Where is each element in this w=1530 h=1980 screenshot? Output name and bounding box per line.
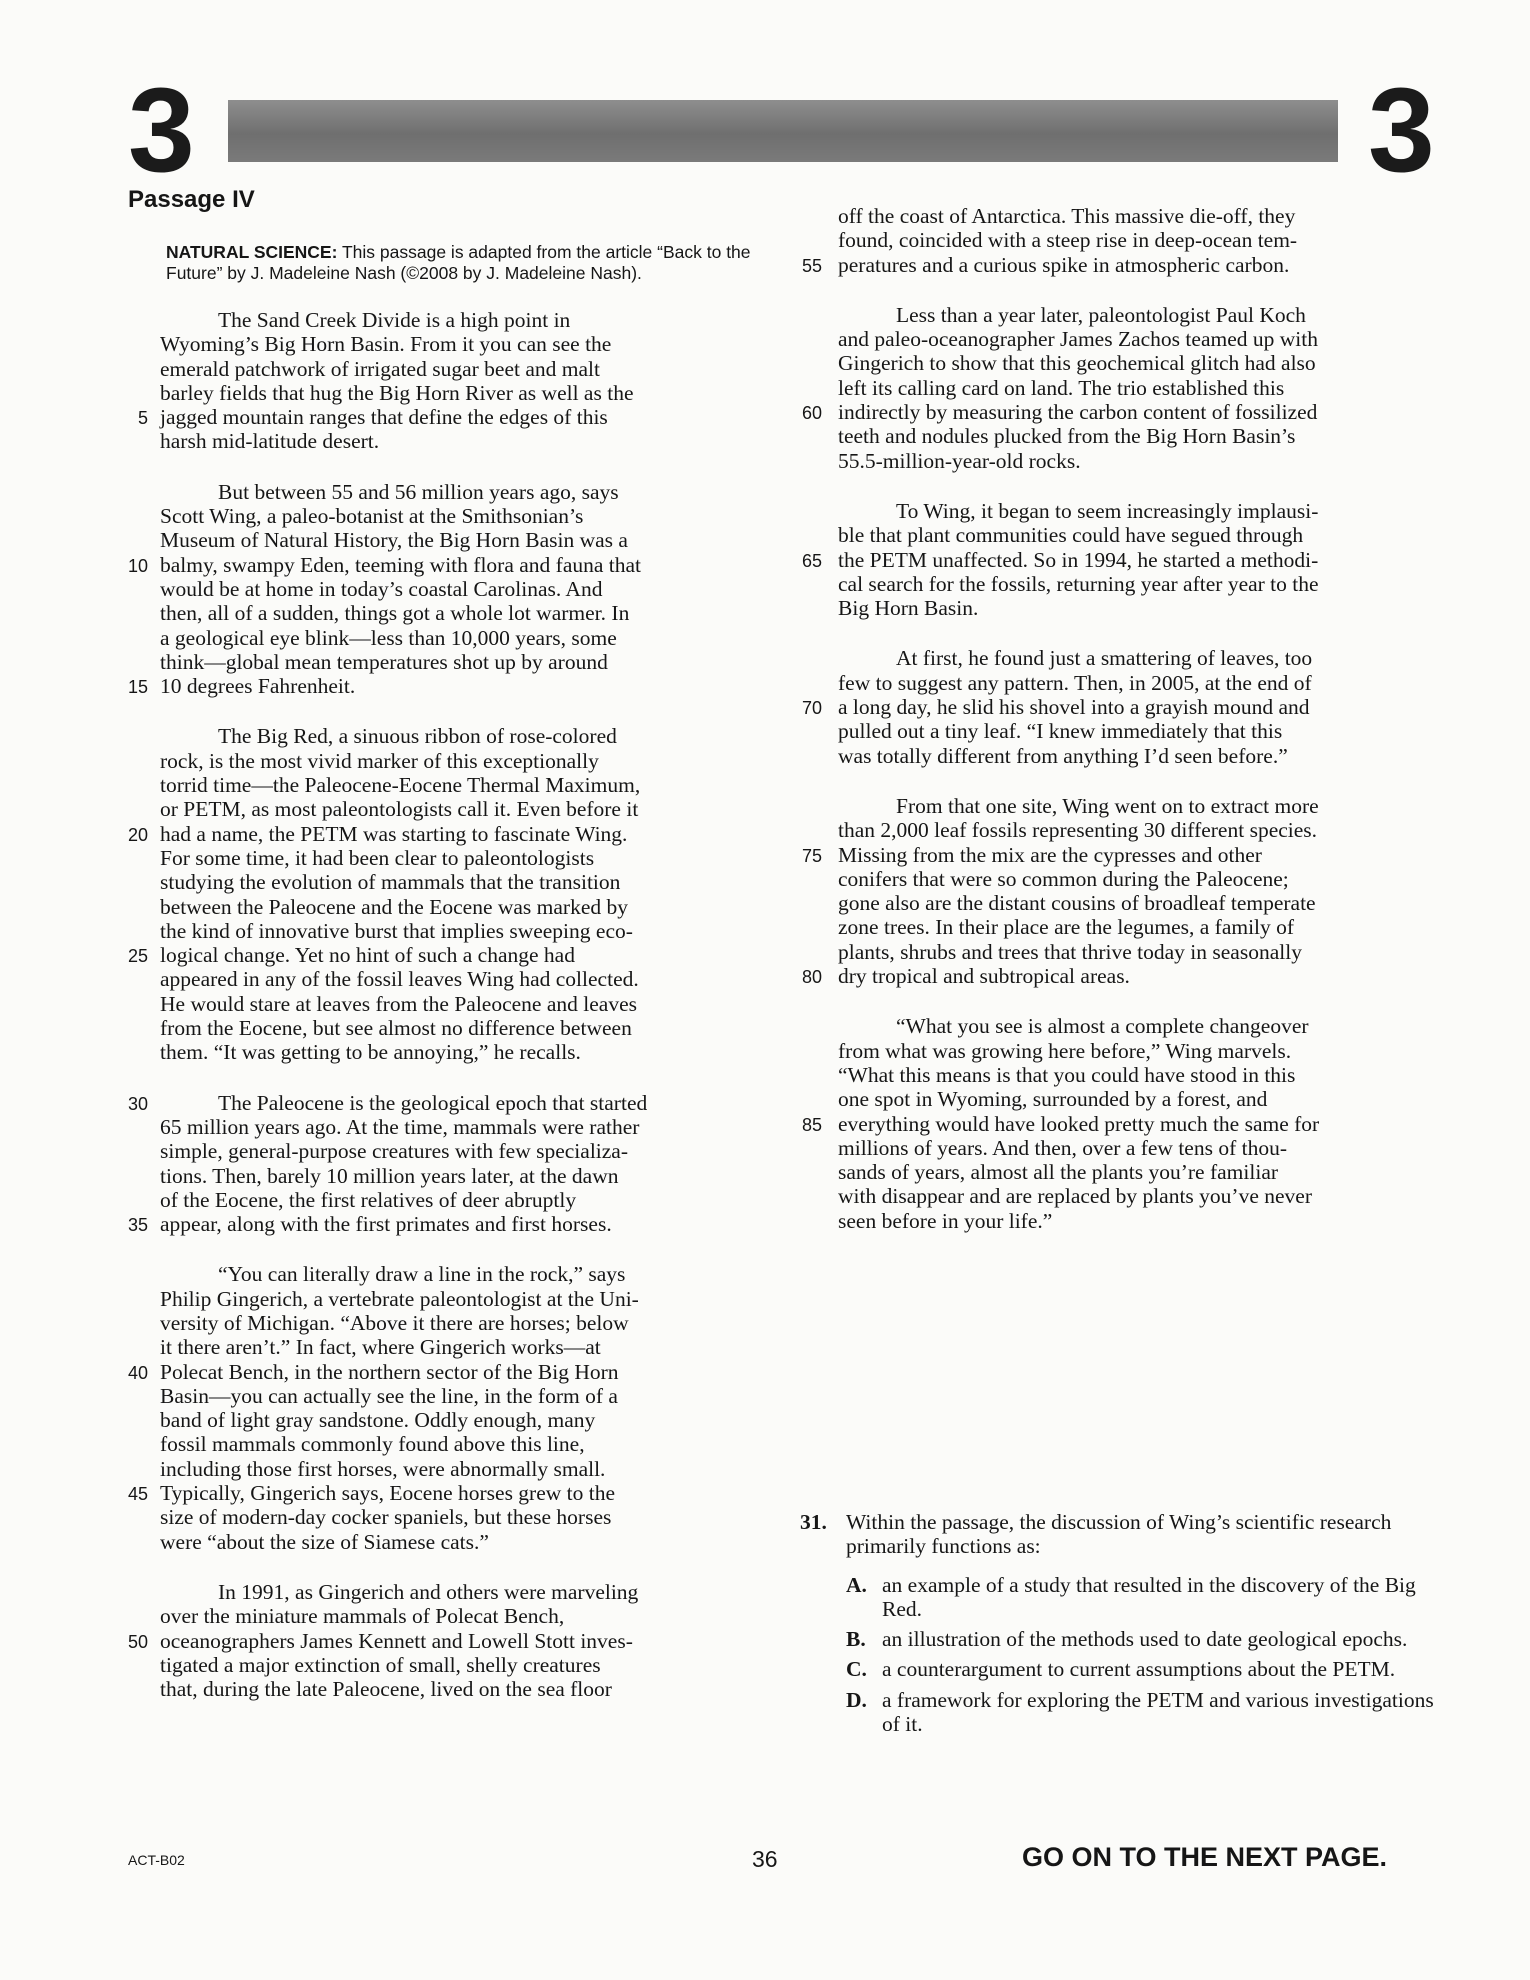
line-number: 15 <box>127 677 148 698</box>
passage-line: Basin—you can actually see the line, in the form of a <box>160 1383 618 1408</box>
passage-paragraph <box>801 793 1438 989</box>
intro-label: NATURAL SCIENCE: <box>166 242 338 262</box>
passage-line: balmy, swampy Eden, teeming with flora and fauna that <box>160 552 642 577</box>
line-number: 45 <box>127 1484 148 1505</box>
passage-paragraph <box>801 204 1438 277</box>
passage-line: “You can literally draw a line in the rock,” says <box>218 1262 626 1287</box>
right-paragraphs <box>801 204 1438 1233</box>
passage-paragraph <box>127 724 752 1065</box>
question-stem <box>800 1510 1440 1559</box>
passage-line: from the Eocene, but see almost no difference between <box>160 1016 632 1041</box>
passage-line: In 1991, as Gingerich and others were marveling <box>218 1579 639 1604</box>
answer-option[interactable] <box>846 1627 1440 1651</box>
passage-line: torrid time—the Paleocene-Eocene Thermal Maximum, <box>160 773 641 798</box>
passage-line: Philip Gingerich, a vertebrate paleontologist at the Uni- <box>160 1286 639 1311</box>
passage-line: The Big Red, a sinuous ribbon of rose-colored <box>218 724 617 749</box>
option-text: an illustration of the methods used to date geological epochs. <box>882 1627 1408 1652</box>
passage-line: versity of Michigan. “Above it there are horses; below <box>160 1310 629 1335</box>
answer-option[interactable] <box>846 1688 1440 1737</box>
passage-line: 55.5-million-year-old rocks. <box>838 448 1081 473</box>
passage-line: appear, along with the first primates and first horses. <box>160 1212 612 1237</box>
passage-line: peratures and a curious spike in atmospheric carbon. <box>838 252 1290 277</box>
passage-line: oceanographers James Kennett and Lowell Stott inves- <box>160 1628 633 1653</box>
line-number: 25 <box>127 946 148 967</box>
option-letter: A. <box>846 1572 867 1597</box>
passage-line: ble that plant communities could have segued through <box>838 523 1304 548</box>
passage-line: For some time, it had been clear to paleontologists <box>160 845 595 870</box>
passage-line: cal search for the fossils, returning year after year to the <box>838 571 1319 596</box>
passage-column-right <box>801 204 1438 1259</box>
section-number-right: 3 <box>1368 63 1435 197</box>
passage-line: think—global mean temperatures shot up by around <box>160 649 608 674</box>
passage-line: gone also are the distant cousins of broadleaf temperate <box>838 891 1316 916</box>
passage-line: would be at home in today’s coastal Carolinas. And <box>160 576 603 601</box>
passage-line: The Paleocene is the geological epoch that started <box>218 1090 648 1115</box>
answer-options <box>800 1573 1440 1737</box>
passage-line: teeth and nodules plucked from the Big Horn Basin’s <box>838 424 1296 449</box>
passage-line: Big Horn Basin. <box>838 596 979 621</box>
line-number: 85 <box>801 1114 822 1135</box>
passage-line: few to suggest any pattern. Then, in 2005, at the end of <box>838 670 1312 695</box>
passage-intro <box>166 242 752 284</box>
passage-line: Gingerich to show that this geochemical glitch had also <box>838 351 1316 376</box>
passage-line: between the Paleocene and the Eocene was marked by <box>160 894 629 919</box>
passage-line: fossil mammals commonly found above this line, <box>160 1432 585 1457</box>
passage-line: then, all of a sudden, things got a whole lot warmer. In <box>160 601 630 626</box>
question-number: 31. <box>800 1510 827 1534</box>
line-number: 20 <box>127 824 148 845</box>
line-number: 10 <box>127 555 148 576</box>
go-on-notice: GO ON TO THE NEXT PAGE. <box>1022 1842 1388 1872</box>
passage-line: including those first horses, were abnormally small. <box>160 1456 606 1481</box>
passage-line: band of light gray sandstone. Oddly enough, many <box>160 1408 596 1433</box>
option-text: an example of a study that resulted in the discovery of the Big Red. <box>882 1572 1416 1621</box>
passage-line: studying the evolution of mammals that the transition <box>160 870 621 895</box>
passage-line: rock, is the most vivid marker of this exceptionally <box>160 748 599 773</box>
passage-line: one spot in Wyoming, surrounded by a forest, and <box>838 1087 1268 1112</box>
passage-line: “What you see is almost a complete changeover <box>896 1014 1309 1039</box>
passage-line: of the Eocene, the first relatives of deer abruptly <box>160 1187 577 1212</box>
question-text: Within the passage, the discussion of Wing’s scientific research primarily functions as: <box>846 1510 1392 1559</box>
question-31 <box>800 1510 1440 1742</box>
passage-label: Passage IV <box>128 186 255 213</box>
passage-line: Wyoming’s Big Horn Basin. From it you can see the <box>160 332 612 357</box>
passage-line: simple, general-purpose creatures with few specializa- <box>160 1139 629 1164</box>
left-paragraphs <box>127 308 752 1702</box>
option-text: a framework for exploring the PETM and various investigations of it. <box>882 1687 1434 1737</box>
line-number: 80 <box>801 967 822 988</box>
passage-column-left <box>127 242 752 1727</box>
option-letter: D. <box>846 1687 867 1712</box>
passage-line: From that one site, Wing went on to extract more <box>896 793 1319 818</box>
passage-line: Missing from the mix are the cypresses and other <box>838 842 1262 867</box>
passage-line: them. “It was getting to be annoying,” he recalls. <box>160 1040 581 1065</box>
line-number: 5 <box>137 408 148 429</box>
passage-line: than 2,000 leaf fossils representing 30 different species. <box>838 818 1318 843</box>
passage-line: or PETM, as most paleontologists call it. Even before it <box>160 797 639 822</box>
passage-paragraph <box>127 479 752 699</box>
passage-line: it there aren’t.” In fact, where Gingerich works—at <box>160 1335 601 1360</box>
line-number: 65 <box>801 550 822 571</box>
section-number-left: 3 <box>128 63 195 197</box>
passage-paragraph <box>801 646 1438 768</box>
answer-option[interactable] <box>846 1657 1440 1681</box>
passage-line: a long day, he slid his shovel into a grayish mound and <box>838 695 1310 720</box>
passage-line: He would stare at leaves from the Paleocene and leaves <box>160 991 637 1016</box>
passage-line: tigated a major extinction of small, shelly creatures <box>160 1652 601 1677</box>
passage-line: dry tropical and subtropical areas. <box>838 964 1130 989</box>
line-number: 70 <box>801 698 822 719</box>
passage-line: indirectly by measuring the carbon content of fossilized <box>838 400 1318 425</box>
test-code: ACT-B02 <box>128 1852 185 1868</box>
passage-line: Polecat Bench, in the northern sector of the Big Horn <box>160 1359 619 1384</box>
passage-line: the PETM unaffected. So in 1994, he started a methodi- <box>838 547 1319 572</box>
option-letter: B. <box>846 1627 866 1652</box>
passage-line: pulled out a tiny leaf. “I knew immediately that this <box>838 719 1283 744</box>
section-header-bar <box>228 100 1338 162</box>
passage-line: harsh mid-latitude desert. <box>160 429 380 454</box>
passage-line: found, coincided with a steep rise in deep-ocean tem- <box>838 228 1298 253</box>
passage-line: left its calling card on land. The trio established this <box>838 375 1285 400</box>
line-number: 40 <box>127 1362 148 1383</box>
passage-line: were “about the size of Siamese cats.” <box>160 1529 489 1554</box>
passage-line: the kind of innovative burst that implies sweeping eco- <box>160 918 633 943</box>
passage-line: seen before in your life.” <box>838 1208 1053 1233</box>
answer-option[interactable] <box>846 1573 1440 1622</box>
page-number: 36 <box>752 1846 778 1872</box>
passage-paragraph <box>127 1262 752 1554</box>
passage-line: over the miniature mammals of Polecat Bench, <box>160 1604 565 1629</box>
passage-line: 65 million years ago. At the time, mammals were rather <box>160 1114 640 1139</box>
passage-line: millions of years. And then, over a few tens of thou- <box>838 1135 1288 1160</box>
passage-paragraph <box>127 1090 752 1237</box>
passage-line: everything would have looked pretty much the same for <box>838 1111 1320 1136</box>
line-number: 30 <box>127 1093 148 1114</box>
passage-line: “What this means is that you could have stood in this <box>838 1062 1296 1087</box>
option-text: a counterargument to current assumptions about the PETM. <box>882 1657 1396 1682</box>
passage-line: Typically, Gingerich says, Eocene horses grew to the <box>160 1481 616 1506</box>
passage-line: At first, he found just a smattering of leaves, too <box>896 646 1313 671</box>
passage-line: 10 degrees Fahrenheit. <box>160 674 356 699</box>
passage-line: jagged mountain ranges that define the edges of this <box>160 405 608 430</box>
passage-paragraph <box>127 1579 752 1702</box>
passage-line: and paleo-oceanographer James Zachos teamed up with <box>838 327 1318 352</box>
line-number: 55 <box>801 255 822 276</box>
line-number: 50 <box>127 1631 148 1652</box>
passage-line: Scott Wing, a paleo-botanist at the Smithsonian’s <box>160 504 584 529</box>
passage-line: plants, shrubs and trees that thrive today in seasonally <box>838 939 1302 964</box>
passage-line: appeared in any of the fossil leaves Wing had collected. <box>160 967 639 992</box>
passage-line: with disappear and are replaced by plants you’ve never <box>838 1184 1312 1209</box>
passage-line: zone trees. In their place are the legumes, a family of <box>838 915 1295 940</box>
passage-line: sands of years, almost all the plants you’re familiar <box>838 1160 1279 1185</box>
passage-paragraph <box>801 498 1438 621</box>
passage-line: off the coast of Antarctica. This massive die-off, they <box>838 204 1296 228</box>
line-number: 75 <box>801 845 822 866</box>
passage-line: To Wing, it began to seem increasingly implausi- <box>896 498 1319 523</box>
passage-line: a geological eye blink—less than 10,000 years, some <box>160 625 617 650</box>
passage-line: barley fields that hug the Big Horn River as well as the <box>160 380 634 405</box>
passage-line: conifers that were so common during the Paleocene; <box>838 866 1289 891</box>
passage-line: had a name, the PETM was starting to fascinate Wing. <box>160 821 628 846</box>
passage-line: size of modern-day cocker spaniels, but these horses <box>160 1505 612 1530</box>
option-letter: C. <box>846 1657 867 1682</box>
passage-paragraph <box>801 302 1438 473</box>
passage-line: The Sand Creek Divide is a high point in <box>218 308 571 332</box>
intro-text: This passage is adapted from the article “Back to the Future” by J. Madeleine Nash (©2008 by J. Madeleine Nash). <box>166 242 751 283</box>
passage-paragraph <box>137 308 752 454</box>
passage-paragraph <box>801 1014 1438 1233</box>
passage-line: from what was growing here before,” Wing marvels. <box>838 1038 1292 1063</box>
passage-line: Less than a year later, paleontologist Paul Koch <box>896 302 1306 327</box>
passage-line: that, during the late Paleocene, lived on the sea floor <box>160 1677 612 1702</box>
passage-line: Museum of Natural History, the Big Horn Basin was a <box>160 528 628 553</box>
passage-line: was totally different from anything I’d seen before.” <box>838 743 1288 768</box>
passage-line: tions. Then, barely 10 million years later, at the dawn <box>160 1163 619 1188</box>
passage-line: logical change. Yet no hint of such a change had <box>160 943 575 968</box>
line-number: 60 <box>801 403 822 424</box>
line-number: 35 <box>127 1215 148 1236</box>
passage-line: emerald patchwork of irrigated sugar beet and malt <box>160 356 600 381</box>
passage-line: But between 55 and 56 million years ago, says <box>218 479 619 504</box>
